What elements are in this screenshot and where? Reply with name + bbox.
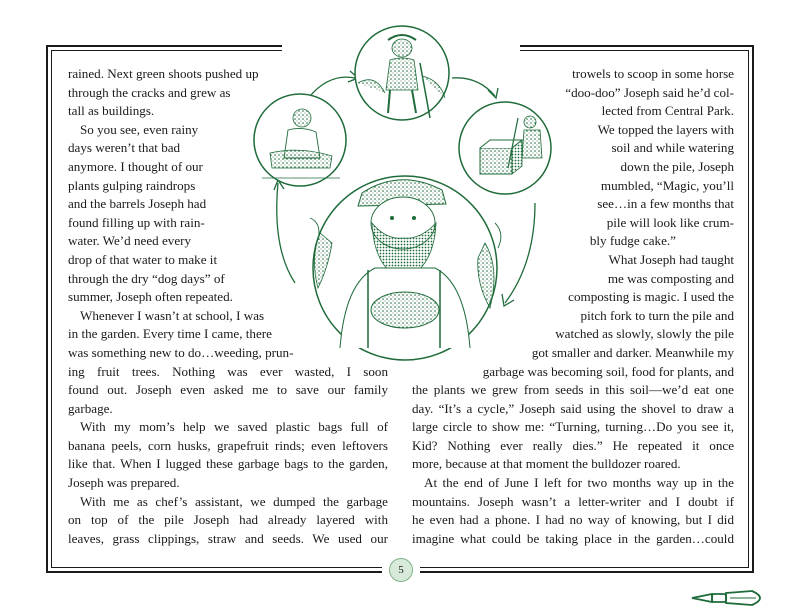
- text-line: leaves, grass clippings, straw and seeds. We used our: [68, 530, 388, 546]
- text-line: garbage was becoming soil, food for plants, and: [482, 363, 734, 379]
- text-line: “doo-doo” Joseph said he’d col-: [565, 84, 734, 100]
- text-line: got smaller and darker. Meanwhile my: [531, 344, 734, 360]
- text-line: pile will look like crum-: [606, 214, 734, 230]
- text-line: So you see, even rainy: [80, 121, 199, 137]
- trowel-icon: [690, 585, 770, 611]
- text-line: water. We’d need every: [68, 233, 192, 249]
- text-line: What Joseph had taught: [608, 251, 734, 267]
- text-line: We topped the layers with: [597, 121, 734, 137]
- text-line: composting is magic. I used the: [568, 289, 734, 305]
- right-text-column: [412, 65, 734, 548]
- text-line: garbage.: [68, 400, 113, 416]
- text-line: ing fruit trees. Nothing was ever wasted, I soon: [68, 363, 388, 379]
- text-line: see…in a few months that: [597, 196, 734, 212]
- text-line: With my mom’s help we saved plastic bags full of: [80, 419, 388, 435]
- text-line: and the barrels Joseph had: [68, 196, 207, 212]
- text-line: rained. Next green shoots pushed up: [68, 66, 259, 81]
- text-line: through the dry “dog days” of: [68, 270, 225, 286]
- text-line: on top of the pile Joseph had already layered with: [68, 512, 388, 528]
- text-line: mountains. Joseph wasn’t a letter-writer and I doubt if: [412, 493, 734, 509]
- text-line: banana peels, corn husks, grapefruit rinds; even leftovers: [68, 437, 388, 453]
- text-line: lected from Central Park.: [601, 103, 734, 119]
- text-line: watched as slowly, slowly the pile: [555, 326, 734, 342]
- text-line: Joseph was prepared.: [68, 475, 180, 491]
- text-line: Kid? Nothing ever really dies.” He repeated it once: [412, 437, 734, 453]
- text-line: drop of that water to make it: [68, 251, 218, 267]
- text-line: like that. When I lugged these garbage bags to the garden,: [68, 456, 388, 472]
- text-line: me was composting and: [607, 270, 734, 286]
- text-line: days weren’t that bad: [68, 140, 181, 156]
- text-line: bly fudge cake.”: [589, 233, 676, 249]
- left-text-column: [68, 65, 388, 548]
- text-line: plants gulping raindrops: [68, 177, 196, 193]
- text-line: he even had a phone. I had no way of knowing, but I did: [412, 512, 734, 528]
- text-line: the plants we grew from seeds in this soil—we’d eat one: [412, 382, 734, 398]
- text-line: soil and while watering: [611, 140, 734, 156]
- text-line: in the garden. Every time I came, there: [68, 326, 272, 342]
- text-line: Whenever I wasn’t at school, I was: [80, 307, 265, 323]
- text-line: With me as chef’s assistant, we dumped the garbage: [80, 493, 388, 509]
- text-line: pitch fork to turn the pile and: [580, 307, 734, 323]
- text-line: found filling up with rain-: [68, 214, 205, 230]
- text-line: anymore. I thought of our: [68, 158, 203, 174]
- text-line: imagine what could be taking place in the garden…could: [412, 530, 734, 546]
- text-line: mumbled, “Magic, you’ll: [600, 177, 734, 193]
- text-line: At the end of June I left for two months way up in the: [424, 475, 734, 491]
- text-line: more, because at that moment the bulldozer roared.: [412, 456, 681, 472]
- text-line: tall as buildings.: [68, 103, 155, 119]
- text-line: through the cracks and grew as: [68, 84, 231, 100]
- text-line: day. “It’s a cycle,” Joseph said using the shovel to draw a: [412, 400, 734, 416]
- text-line: summer, Joseph often repeated.: [68, 289, 233, 305]
- text-line: trowels to scoop in some horse: [572, 66, 734, 81]
- page-number: 5: [389, 558, 413, 582]
- text-line: down the pile, Joseph: [620, 158, 734, 174]
- text-line: was something new to do…weeding, prun-: [68, 344, 294, 360]
- text-line: large circle to show me: “Turning, turning…Do you see it,: [412, 419, 734, 435]
- text-line: found out. Joseph even asked me to save our family: [68, 382, 388, 398]
